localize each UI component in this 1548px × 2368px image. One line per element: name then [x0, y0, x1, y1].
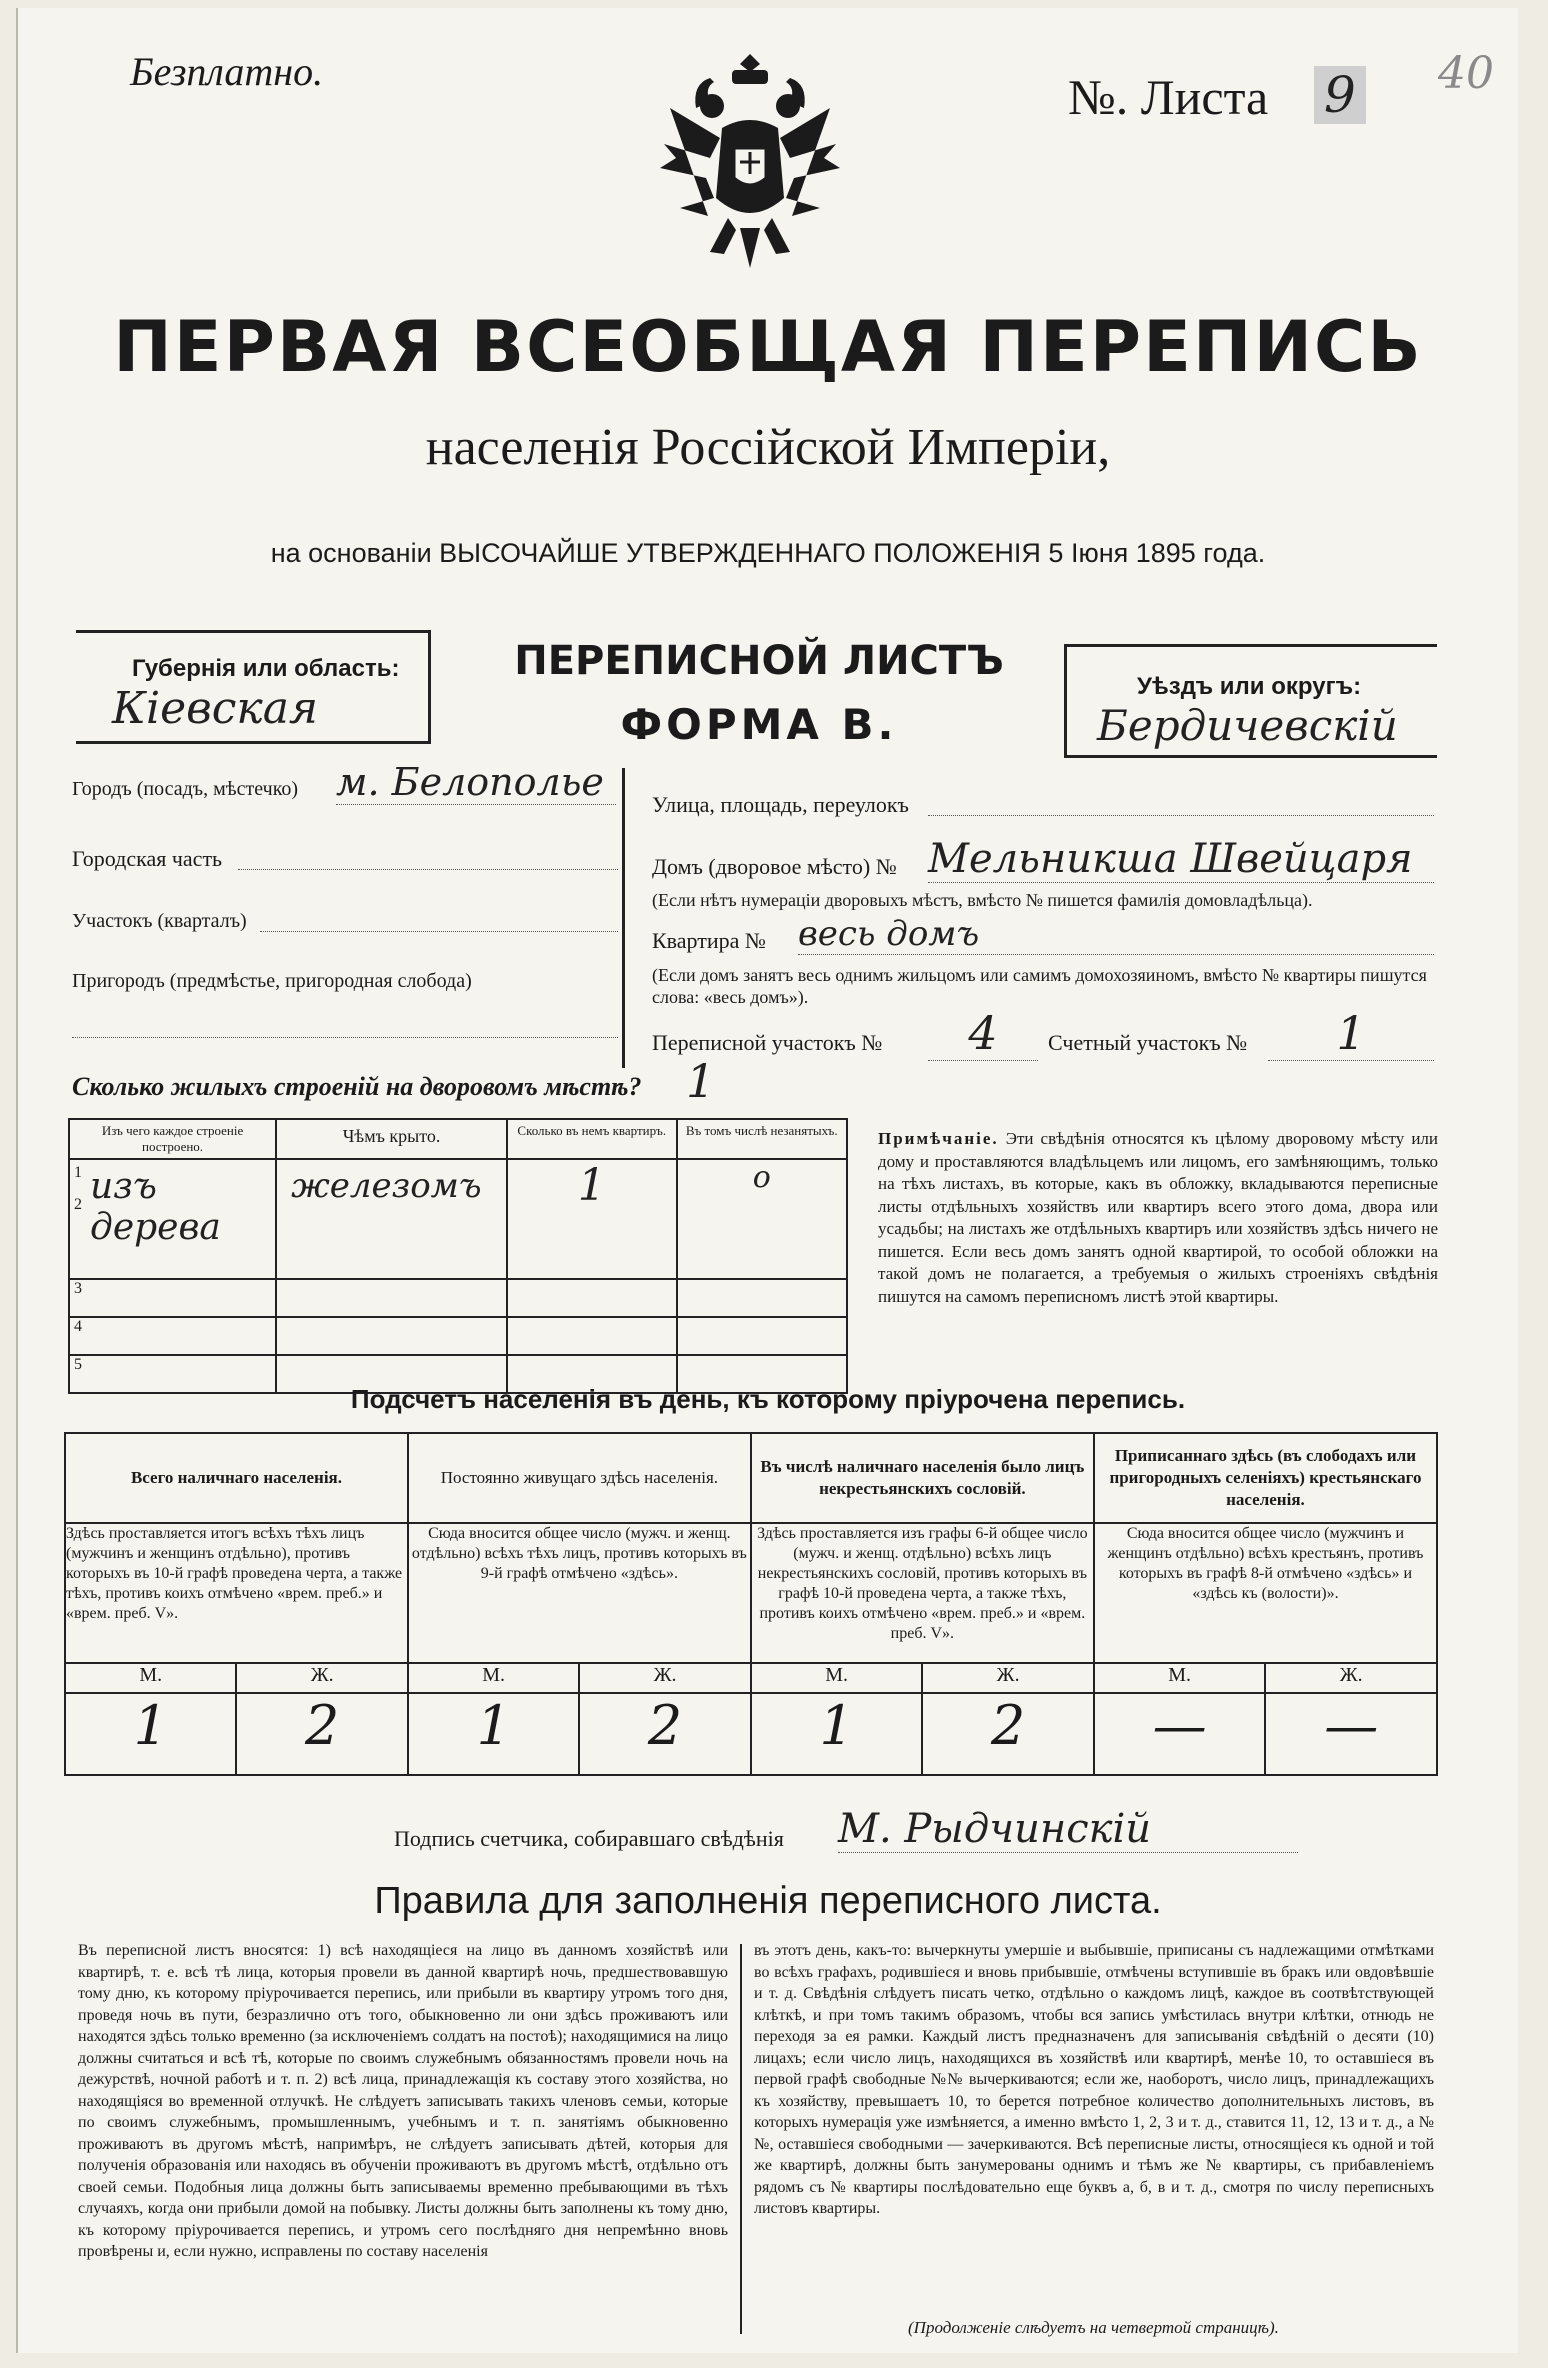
apartment-label: Квартира №	[652, 928, 766, 953]
subtitle: населенія Россійской Имперіи,	[425, 419, 1111, 476]
population-title: Подсчетъ населенія въ день, къ которому пріурочена перепись.	[350, 1384, 1186, 1414]
peasant-male: —	[1094, 1693, 1266, 1775]
house-note: (Если нѣтъ нумераціи дворовыхъ мѣстъ, вмѣсто № пишется фамилія домовладѣльца).	[652, 890, 1313, 910]
main-title: ПЕРВАЯ ВСЕОБЩАЯ ПЕРЕПИСЬ	[113, 306, 1423, 388]
census-district-label: Переписной участокъ №	[652, 1030, 883, 1055]
census-district-value: 4	[928, 1006, 1038, 1061]
table-row: 1 2 изъ дерева железомъ 1 о	[69, 1159, 847, 1279]
rules-divider	[740, 1944, 742, 2334]
note-text: Эти свѣдѣнія относятся къ цѣлому дворовому мѣсту или дому и проставляются владѣльцемъ или лицомъ, его замѣняющимъ, только на тѣхъ листахъ, въ которые, какъ въ обложку, вкладываются переписные листы отдѣльныхъ хозяйствъ или квартиръ всего этого дома, двора или усадьбы; на листахъ же отдѣльныхъ квартиръ или хозяйствъ здѣсь ничего не пишется. Если весь домъ занятъ одной квартирой, то особой обложки на такой домъ не полагается, а требуемыя о жилыхъ строеніяхъ свѣдѣнія пишутся на самомъ переписномъ листѣ этой квартиры.	[878, 1129, 1438, 1306]
gubernia-box	[76, 630, 431, 744]
pop-header-total: Всего наличнаго населенія.	[65, 1433, 408, 1523]
pop-header-peasant: Приписаннаго здѣсь (въ слободахъ или пригородныхъ селеніяхъ) крестьянскаго населенія.	[1094, 1433, 1437, 1523]
buildings-answer: 1	[686, 1054, 716, 1108]
sheet-number-label: №. Листа	[1068, 69, 1269, 125]
building-vacant: о	[752, 1160, 771, 1195]
table-row	[65, 1693, 1437, 1775]
house-value: Мельникша Швейцаря	[928, 836, 1434, 883]
free-label: Безплатно.	[130, 49, 324, 94]
building-roof: железомъ	[291, 1166, 482, 1206]
total-female: 2	[236, 1693, 407, 1775]
pop-text-permanent: Сюда вносится общее число (мужч. и женщ. отдѣльно) всѣхъ тѣхъ лицъ, противъ которыхъ въ 9-й графѣ отмѣчено «здѣсь».	[408, 1523, 751, 1663]
pop-text-total: Здѣсь проставляется итогъ всѣхъ тѣхъ лицъ (мужчинъ и женщинъ отдѣльно), противъ которыхъ въ 10-й графѣ проведена черта, а также тѣхъ, противъ коихъ отмѣчено «врем. преб.» и «врем. преб. V».	[65, 1523, 408, 1663]
count-district-label: Счетный участокъ №	[1048, 1030, 1248, 1055]
suburb-label: Пригородъ (предмѣстье, пригородная слобода)	[72, 970, 472, 992]
precinct-line	[260, 930, 618, 932]
double-headed-eagle-icon	[650, 48, 850, 288]
census-sheet	[16, 8, 1518, 2353]
house-label: Домъ (дворовое мѣсто) №	[652, 854, 897, 879]
corner-mark: 40	[1438, 48, 1494, 99]
signature-value: М. Рыдчинскій	[838, 1806, 1298, 1853]
signature-label: Подпись счетчика, собиравшаго свѣдѣнія	[394, 1826, 784, 1851]
rules-right-column: въ этотъ день, какъ-то: вычеркнуты умершіе и выбывшіе, приписаны съ надлежащими отмѣтками во всѣхъ графахъ, родившіеся и вновь прибывшіе, отмѣчены вступившіе въ бракъ или овдовѣвшіе и т. д. Свѣдѣнія слѣдуетъ писать четко, отдѣльно о каждомъ лицѣ, каждое въ соотвѣтствующей клѣткѣ, и при томъ такимъ образомъ, чтобы вся запись умѣстилась внутри клѣтки, отнюдь не переходя за ея рамки. Каждый листъ предназначенъ для записыванія свѣдѣній о десяти (10) лицахъ; если число лицъ, находящихся въ хозяйствѣ или квартирѣ, менѣе 10, то оставшіеся въ первой графѣ свободные №№ вычеркиваются; если же, наоборотъ, число лицъ, принадлежащихъ къ хозяйству, превышаетъ 10, то берется потребное количество дополнительныхъ листовъ, въ которыхъ нумерація уже измѣняется, а именно вмѣсто 1, 2, 3 и т. д., ставится 11, 12, 13 и т. д., а №№, оставшіеся свободными — зачеркиваются. Всѣ переписные листы, относящіеся къ одной и той же квартирѣ, должны быть занумерованы однимъ и тѣмъ же № квартиры, съ прибавленіемъ рядомъ съ № квартиры послѣдовательно еще буквъ а, б, в и т. д., смотря по числу переписныхъ листовъ квартиры.	[754, 1942, 1434, 2217]
buildings-header-material: Изъ чего каждое строеніе построено.	[69, 1119, 276, 1159]
pop-header-permanent: Постоянно живущаго здѣсь населенія.	[408, 1433, 751, 1523]
decree-line: на основаніи ВЫСОЧАЙШЕ УТВЕРЖДЕННАГО ПОЛОЖЕНІЯ 5 Іюня 1895 года.	[270, 538, 1266, 568]
nonpeasant-male: 1	[751, 1693, 923, 1775]
uezd-label: Уѣздъ или округъ:	[1137, 673, 1362, 700]
gubernia-label: Губернія или область:	[132, 655, 400, 682]
pop-header-nonpeasant: Въ числѣ наличнаго населенія было лицъ некрестьянскихъ сословій.	[751, 1433, 1094, 1523]
city-part-line	[238, 868, 618, 870]
city-label: Городъ (посадъ, мѣстечко)	[72, 778, 299, 800]
gubernia-value: Кіевская	[112, 683, 319, 734]
permanent-male: 1	[408, 1693, 579, 1775]
pop-text-peasant: Сюда вносится общее число (мужчинъ и женщинъ отдѣльно) всѣхъ крестьянъ, противъ которыхъ въ графѣ 8-й отмѣчено «здѣсь» и «здѣсь къ (волости)».	[1094, 1523, 1437, 1663]
rules-title: Правила для заполненія переписного листа.	[374, 1880, 1162, 1922]
pop-text-nonpeasant: Здѣсь проставляется изъ графы 6-й общее число (мужч. и женщ. отдѣльно) всѣхъ лицъ некрестьянскихъ сословій, противъ которыхъ въ графѣ 10-й проведена черта, а также тѣхъ, противъ коихъ отмѣчено «врем. преб.» и «врем. преб. V».	[751, 1523, 1094, 1663]
city-value: м. Белополье	[336, 760, 616, 805]
buildings-header-vacant: Въ томъ числѣ незанятыхъ.	[677, 1119, 848, 1159]
building-material: изъ дерева	[90, 1166, 221, 1248]
table-row: 4	[69, 1317, 847, 1355]
note-title: Примѣчаніе.	[878, 1129, 999, 1148]
sheet-number-value: 9	[1314, 66, 1366, 124]
street-label: Улица, площадь, переулокъ	[652, 792, 909, 817]
table-row: 5	[69, 1355, 847, 1393]
address-divider	[622, 768, 625, 1068]
city-part-label: Городская часть	[72, 846, 223, 871]
peasant-female: —	[1265, 1693, 1437, 1775]
total-male: 1	[65, 1693, 236, 1775]
nonpeasant-female: 2	[922, 1693, 1094, 1775]
rules-continued: (Продолженіе слѣдуетъ на четвертой страницѣ).	[908, 2318, 1279, 2337]
suburb-line	[72, 1036, 618, 1038]
uezd-box	[1064, 644, 1437, 758]
uezd-value: Бердичевскій	[1097, 701, 1398, 750]
buildings-header-roof: Чѣмъ крыто.	[276, 1119, 507, 1159]
form-title: ПЕРЕПИСНОЙ ЛИСТЪ	[514, 638, 1004, 684]
buildings-table	[68, 1118, 848, 1394]
buildings-header-apartments: Сколько въ немъ квартиръ.	[507, 1119, 676, 1159]
buildings-note	[878, 1128, 1438, 1308]
street-line	[928, 814, 1434, 816]
rules-left-column: Въ переписной листъ вносятся: 1) всѣ находящіеся на лицо въ данномъ хозяйствѣ или квартирѣ, т. е. всѣ тѣ лица, которыя провели въ данной квартирѣ ночь, предшествовавшую тому дню, къ которому пріурочивается перепись, или прибыли въ квартиру утромъ того дня, проведя ночь въ пути, безразлично отъ того, обыкновенно ли они здѣсь проживаютъ или находятся здѣсь только временно (за исключеніемъ солдатъ на постоѣ); находящимися на лицо должны считаться и всѣ тѣ, которые по своимъ служебнымъ обязанностямъ провели ночь на дежурствѣ, ночной работѣ и т. п. 2) всѣ лица, принадлежащія къ составу этого хозяйства, но находящіяся во временной отлучкѣ. Не слѣдуетъ записывать такихъ членовъ семьи, которые по своимъ служебнымъ, промышленнымъ, учебнымъ и т. п. занятіямъ обыкновенно проживаютъ въ другомъ мѣстѣ, напримѣръ, не слѣдуетъ записывать дѣтей, которыя для полученія образованія или находясь въ обученіи проживаютъ въ другомъ мѣстѣ, отдѣльно отъ своей семьи. Подобныя лица должны быть записываемы временно пребывающими въ тѣхъ случаяхъ, когда они прибыли домой на побывку. Листы должны быть заполнены къ тому дню, къ которому пріурочивается перепись, и утромъ сего послѣдняго дня непремѣнно вновь провѣрены и, если нужно, исправлены по составу населенія	[78, 1942, 728, 2260]
apartment-value: весь домъ	[798, 914, 1434, 955]
form-name: ФОРМА В.	[620, 700, 898, 749]
precinct-label: Участокъ (кварталъ)	[72, 910, 247, 932]
population-table: Всего наличнаго населенія. Постоянно живущаго здѣсь населенія. Въ числѣ наличнаго населенія было лицъ некрестьянскихъ сословій. Приписаннаго здѣсь (въ слободахъ или пригородныхъ селеніяхъ) крестьянскаго населенія. Здѣсь проставляется итогъ всѣхъ тѣхъ лицъ (мужчинъ и женщинъ отдѣльно), противъ которыхъ въ 10-й графѣ проведена черта, а также тѣхъ, противъ коихъ отмѣчено «врем. преб.» и «врем. преб. V». Сюда вносится общее число (мужч. и женщ. отдѣльно) всѣхъ тѣхъ лицъ, противъ которыхъ въ 9-й графѣ отмѣчено «здѣсь». Здѣсь проставляется изъ графы 6-й общее число (мужч. и женщ. отдѣльно) всѣхъ лицъ некрестьянскихъ сословій, противъ которыхъ въ графѣ 10-й проведена черта, а также тѣхъ, противъ коихъ отмѣчено «врем. преб.» и «врем. преб. V». Сюда вносится общее число (мужчинъ и женщинъ отдѣльно) всѣхъ крестьянъ, противъ которыхъ въ графѣ 8-й отмѣчено «здѣсь» и «здѣсь къ (волости)». М. Ж. М. Ж. М. Ж. М. Ж. 1 2 1 2 1 2 — —	[64, 1432, 1438, 1776]
building-apartments: 1	[577, 1160, 606, 1211]
table-row: 3	[69, 1279, 847, 1317]
permanent-female: 2	[579, 1693, 750, 1775]
buildings-question: Сколько жилыхъ строеній на дворовомъ мѣстѣ?	[72, 1072, 642, 1101]
apartment-note: (Если домъ занятъ весь однимъ жильцомъ или самимъ домохозяиномъ, вмѣсто № квартиры пишутся слова: «весь домъ»).	[652, 965, 1427, 1007]
count-district-value: 1	[1268, 1006, 1434, 1061]
